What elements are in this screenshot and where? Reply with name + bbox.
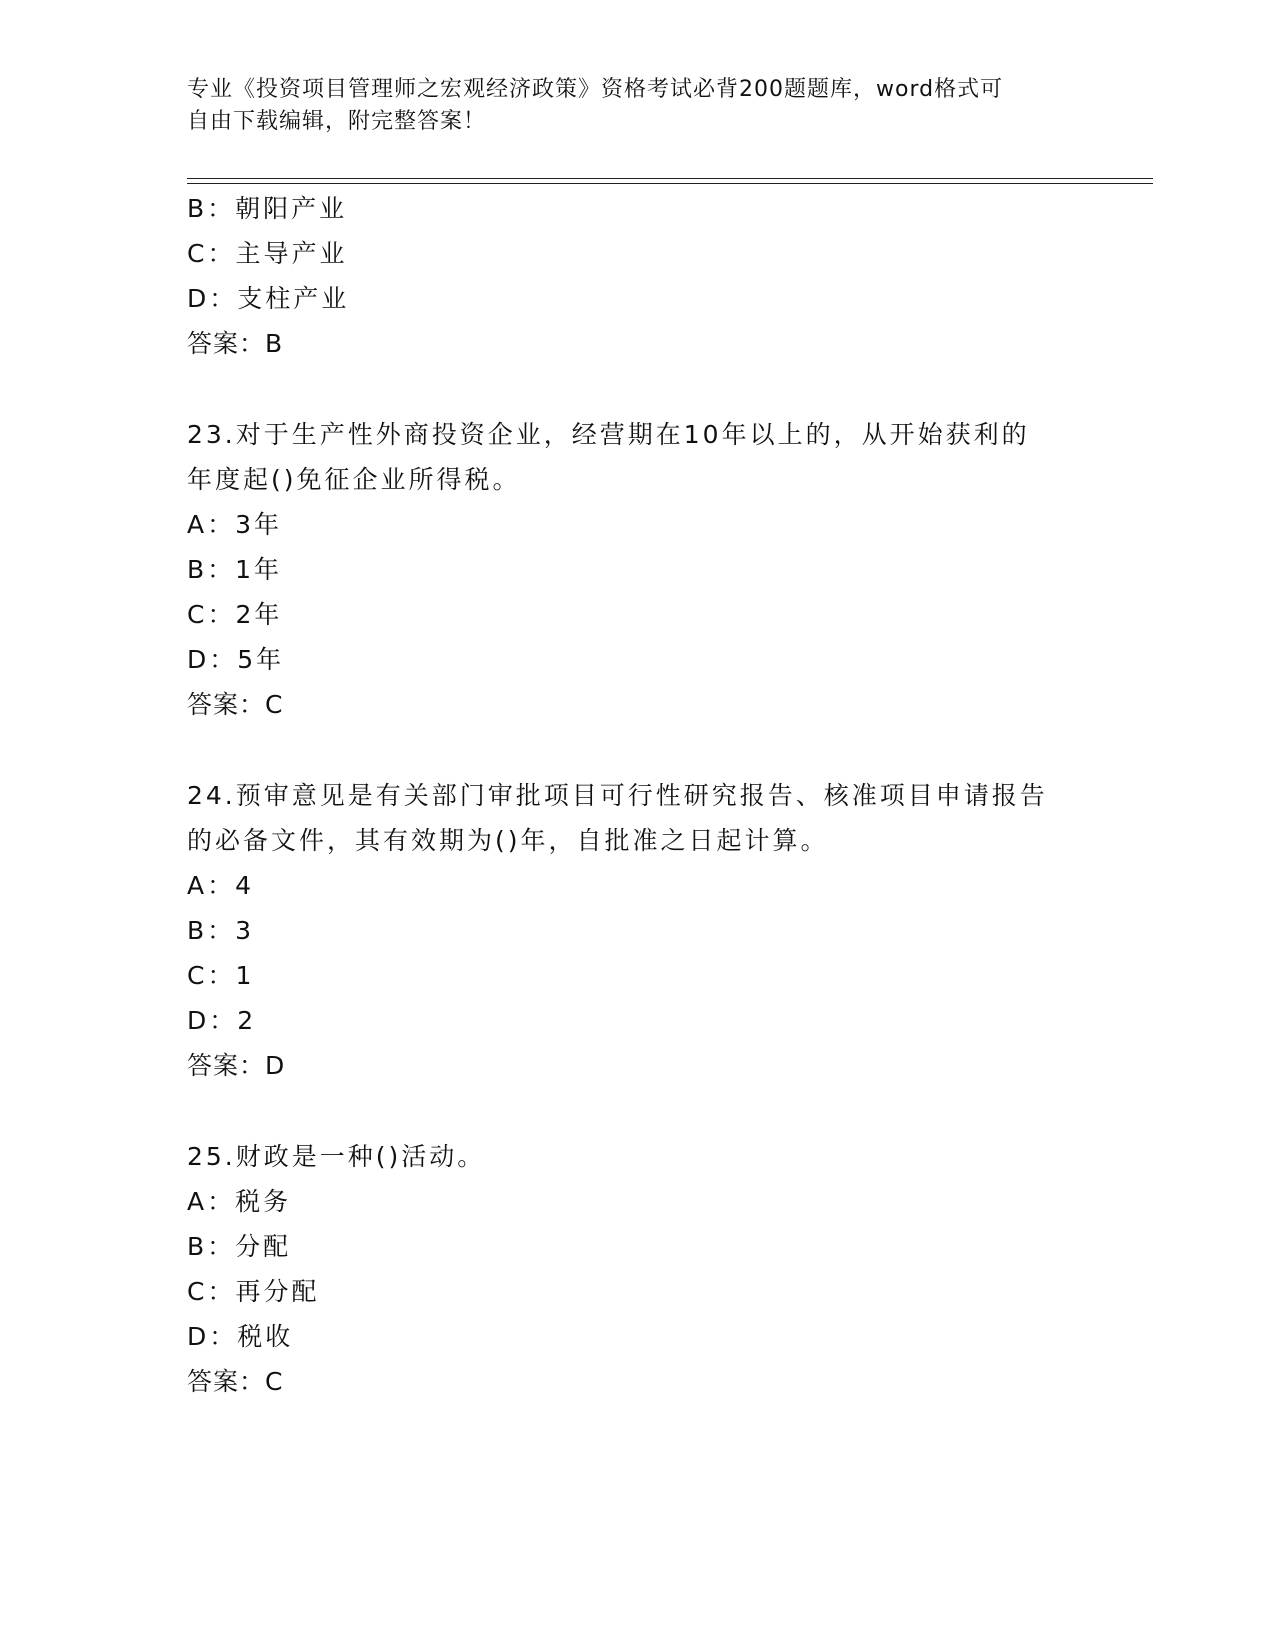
header-divider-bottom <box>187 183 1153 184</box>
q24-stem-line-2: 的必备文件，其有效期为()年，自批准之日起计算。 <box>187 826 829 855</box>
q24-option-b: B：3 <box>187 916 255 945</box>
document-header <box>187 74 1067 138</box>
q23-option-b: B：1年 <box>187 555 283 584</box>
q24-option-a: A：4 <box>187 871 255 900</box>
q22-option-b: B：朝阳产业 <box>187 194 348 223</box>
q24-option-c: C：1 <box>187 961 255 990</box>
q23-option-a: A：3年 <box>187 510 283 539</box>
header-line-1: 专业《投资项目管理师之宏观经济政策》资格考试必背200题题库，word格式可 <box>187 77 1004 102</box>
q23-stem-line-1: 23.对于生产性外商投资企业，经营期在10年以上的，从开始获利的 <box>187 420 1030 449</box>
q25-stem-line-1: 25.财政是一种()活动。 <box>187 1142 486 1171</box>
q25-option-a: A：税务 <box>187 1187 292 1216</box>
q25-option-d: D：税收 <box>187 1322 294 1351</box>
q22-option-c: C：主导产业 <box>187 239 348 268</box>
q23-option-d: D：5年 <box>187 645 285 674</box>
q23-answer: 答案：C <box>187 690 284 719</box>
header-line-2: 自由下载编辑，附完整答案！ <box>187 109 487 134</box>
q24-stem-line-1: 24.预审意见是有关部门审批项目可行性研究报告、核准项目申请报告 <box>187 781 1048 810</box>
q23-stem-line-2: 年度起()免征企业所得税。 <box>187 465 521 494</box>
q22-answer: 答案：B <box>187 329 284 358</box>
q25-answer: 答案：C <box>187 1367 284 1396</box>
q25-option-b: B：分配 <box>187 1232 292 1261</box>
q22-option-d: D：支柱产业 <box>187 284 350 313</box>
q24-answer: 答案：D <box>187 1051 286 1080</box>
q25-option-c: C：再分配 <box>187 1277 320 1306</box>
header-divider-top <box>187 178 1153 179</box>
q23-option-c: C：2年 <box>187 600 283 629</box>
q24-option-d: D：2 <box>187 1006 257 1035</box>
